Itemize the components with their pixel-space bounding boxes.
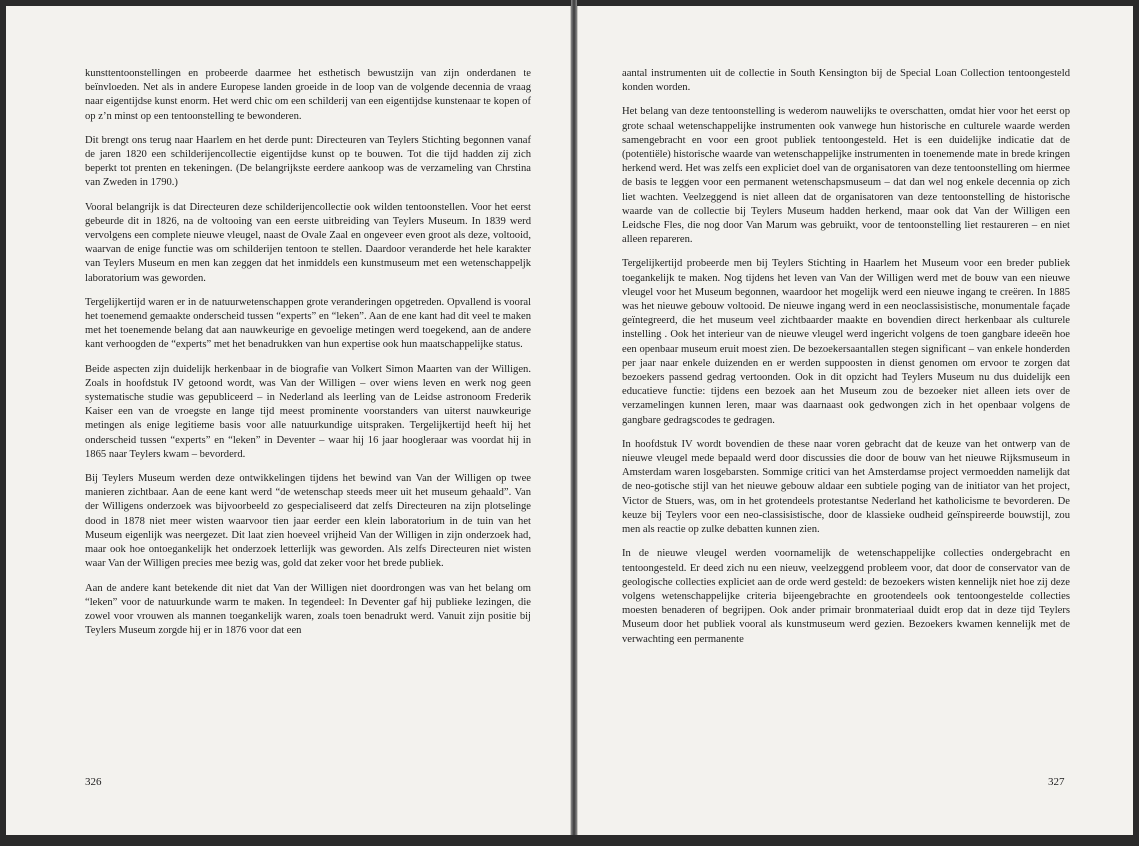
paragraph: Vooral belangrijk is dat Directeuren deze schilderijencollectie ook wilden tentoonstellen. Voor het eerst gebeurde dit in 1826, na de voltooing van een eerste uitbreiding van Teylers Museum. In 1839 werd vervolgens een complete nieuwe vleugel, naast de Ovale Zaal en ongeveer even groot als deze, voltooid, waarvan de enige functie was om schilderijen tentoon te stellen. Daardoor veranderde het hele karakter van Teylers Museum en men kan zeggen dat het inmiddels een kunstmuseum met een wetenschappeljk laboratorium was geworden. bbox=[85, 201, 531, 284]
left-page-body bbox=[85, 67, 531, 648]
page-number: 327 bbox=[1048, 776, 1065, 788]
paragraph: Beide aspecten zijn duidelijk herkenbaar in de biografie van Volkert Simon Maarten van der Willigen. Zoals in hoofdstuk IV getoond wordt, was Van der Willigen – over wiens leven en werk nog geen systematische studie was gepubliceerd – in Nederland als leerling van de Leidse astronoom Frederik Kaiser een van de vroegste en lange tijd meest prominente voorstanders van uiterst nauwkeurige metingen als enige legitieme basis voor alle natuurkundige uitspraken. Tergelijkertijd heeft hij het onderscheid tussen “experts” en “leken” in Deventer – waar hij 16 jaar hoogleraar was voordat hij in 1865 naar Teylers kwam – bevorderd. bbox=[85, 363, 531, 460]
paragraph: In hoofdstuk IV wordt bovendien de these naar voren gebracht dat de keuze van het ontwerp van de nieuwe vleugel mede bepaald werd door discussies die door de bouw van het nieuwe Rijksmuseum in Amsterdam waren losgebarsten. Sommige critici van het Amsterdamse project vermoedden namelijk dat de neo-gotische stijl van het nieuwe gebouw aldaar een subtiele poging van de initiator van het project, Victor de Stuers, was, om in het grotendeels protestantse Nederland het katholicisme te bevorderen. De keuze bij Teylers voor een neo-classisistische, door de klassieke oudheid geïnspireerde bouwstijl, zou men als reactie op zulke debatten kunnen zien. bbox=[622, 438, 1070, 536]
paragraph: aantal instrumenten uit de collectie in South Kensington bij de Special Loan Collection tentoongesteld konden worden. bbox=[622, 68, 1070, 94]
right-page-body bbox=[622, 67, 1070, 657]
bottom-edge bbox=[0, 835, 1139, 846]
page-number: 326 bbox=[85, 776, 102, 788]
paragraph: kunsttentoonstellingen en probeerde daarmee het esthetisch bewustzijn van zijn onderdanen te beïnvloeden. Net als in andere Europese landen groeide in de loop van de volgende decennia de vraag naar eigentijdse kunst enorm. Het werd chic om een schilderij van een eigentijdse kunstenaar te kopen of op z’n minst op een tentoonstelling te bewonderen. bbox=[85, 68, 531, 122]
paragraph: Bij Teylers Museum werden deze ontwikkelingen tijdens het bewind van Van der Willigen op twee manieren zichtbaar. Aan de eene kant werd “de wetenschap steeds meer uit het museum gehaald”. Van der Willigens onderzoek was bijvoorbeeld zo gespecialiseerd dat zelfs Directeuren na zijn plotselinge dood in 1878 niet meer wisten waarvoor tien jaar eerder een klein laboratorium in de tuin van het Museum eigenlijk was neergezet. Dit laat zien hoeveel vrijheid Van der Willigen in zijn onderzoek had, maar ook hoe ontoegankelijk het onderzoek letterlijk was geworden. Als zelfs Directeuren niet wisten waar Van der Willigen precies mee bezig was, gold dat zeker voor het brede publiek. bbox=[85, 473, 531, 570]
paragraph: Het belang van deze tentoonstelling is wederom nauwelijks te overschatten, omdat hier voor het eerst op grote schaal wetenschappelijke instrumenten ook vanwege hun historische en culturele waarde werden samengebracht en voor een groot publiek tentoongesteld. Het is een duidelijke indicatie dat de (potentiële) historische waarde van wetenschappelijke instrumenten in toenemende mate in brede kringen herkend werd. Het was zelfs een expliciet doel van de organisatoren van deze tentoonstelling om hiermee de basis te leggen voor een permanent wetenschapsmuseum – dat dan wel nog enkele decennia op zich liet wachten. Veelzeggend is niet alleen dat de organisatoren van deze tentoonstelling de historische waarde van de collectie bij Teylers Museum hadden herkend, maar ook dat Van der Willigen een Leidsche Fles, die nog door Van Marum was gebruikt, voor de tentoonstelling liet restaureren – en niet alleen repareren. bbox=[622, 106, 1070, 246]
paragraph: Aan de andere kant betekende dit niet dat Van der Willigen niet doordrongen was van het belang om “leken” voor de natuurkunde warm te maken. In tegendeel: In Deventer gaf hij publieke lezingen, die zowel voor vrouwen als mannen toegankelijk waren, zoals toen benadrukt werd. Vanuit zijn positie bij Teylers Museum zorgde hij er in 1876 voor dat een bbox=[85, 582, 531, 637]
left-page bbox=[6, 6, 571, 835]
paragraph: Tergelijkertijd probeerde men bij Teylers Stichting in Haarlem het Museum voor een breder publiek toegankelijk te maken. Nog tijdens het leven van Van der Willigen werd met de bouw van een nieuwe vleugel voor het Museum begonnen, waardoor het mogelijk werd een nieuwe ingang te creëren. In 1885 was het nieuwe gebouw voltooid. De nieuwe ingang werd in een neoclassisistische, monumentale façade geïntegreerd, die het museum veel zichtbaarder maakte en bovendien direct herkenbaar als culturele instelling . Ook het interieur van de nieuwe vleugel werd ingericht volgens de toen gangbare ideeën hoe een openbaar museum eruit moest zien. De bezoekersaantallen stegen significant – van enkele honderden per jaar naar enkele duizenden en er werden suppoosten in dienst genomen om ervoor te zorgen dat bezoekers passend gedrag vertoonden. Ook in dit opzicht had Teylers Museum nu dus duidelijk een educatieve functie: tijdens een bezoek aan het Museum zou de bezoeker niet alleen iets over de verzamelingen kunnen leren, maar was daarnaast ook gedwongen zich in het openbaar volgens de gangbare gedragscodes te gedragen. bbox=[622, 258, 1070, 426]
paragraph: Tergelijkertijd waren er in de natuurwetenschappen grote veranderingen opgetreden. Opvallend is vooral het toenemend gemaakte onderscheid tussen “experts” en “leken”. Aan de ene kant had dit veel te maken met het toenemende belang dat aan nauwkeurige en gevoelige metingen werd toegekend, aan de andere kant verhoogden de “experts” met het benadrukken van hun expertise ook hun maatschappelijke status. bbox=[85, 296, 531, 351]
right-page bbox=[577, 6, 1133, 835]
paragraph: In de nieuwe vleugel werden voornamelijk de wetenschappelijke collecties ondergebracht en tentoongesteld. Er deed zich nu een nieuw, veelzeggend probleem voor, dat door de conservator van de geologische collecties expliciet aan de orde werd gesteld: de bezoekers wisten kennelijk niet hoe zij deze volgens wetenschappelijke criteria bijeengebrachte en grootendeels ook tentoongestelde collecties moesten benaderen of begrijpen. Ook ander primair bronmateriaal duidt erop dat in deze tijd Teylers Museum door het publiek vooral als kunstmuseum werd gezien. Bezoekers kwamen kennelijk met de verwachting een permanente bbox=[622, 548, 1070, 645]
paragraph: Dit brengt ons terug naar Haarlem en het derde punt: Directeuren van Teylers Stichting begonnen vanaf de jaren 1820 een schilderijencollectie eigentijdse kunst op te bouwen. Tot die tijd hadden zij zich beperkt tot prenten en tekeningen. (De belangrijkste eerdere aankoop was de verzameling van Chrstina van Zweden in 1790.) bbox=[85, 134, 531, 189]
